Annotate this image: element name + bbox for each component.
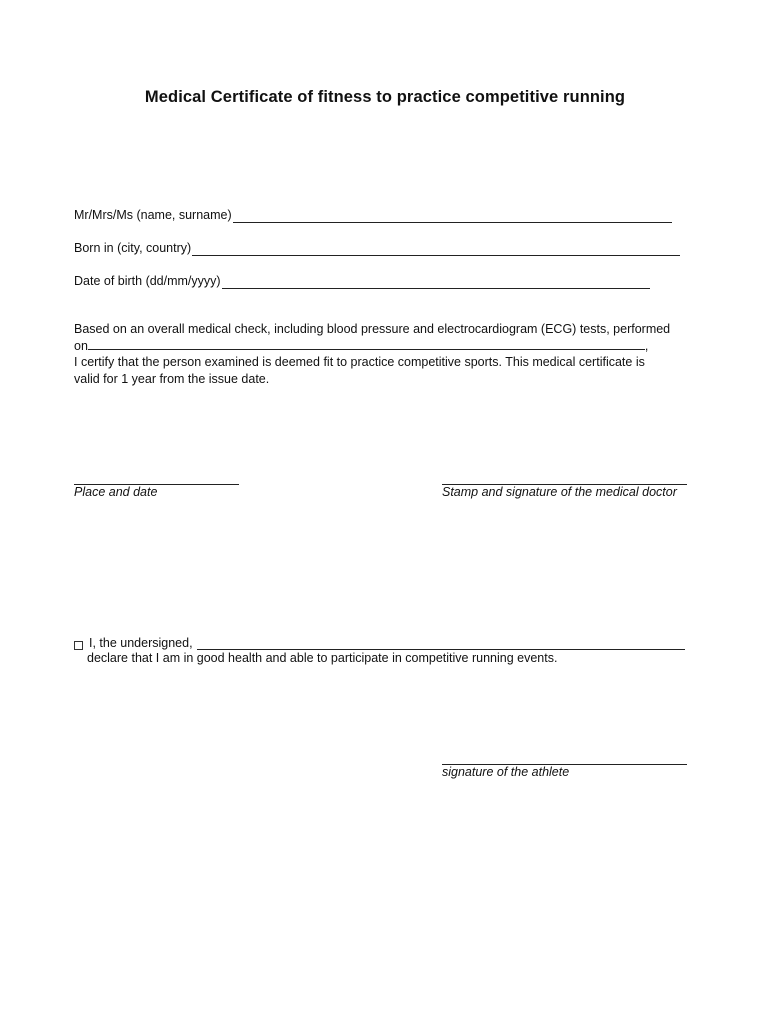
declaration-checkbox[interactable]: [74, 641, 83, 650]
birthdate-blank-line[interactable]: [222, 276, 650, 289]
birthdate-field-label: Date of birth (dd/mm/yyyy): [74, 274, 221, 288]
athlete-signature-caption: signature of the athlete: [442, 765, 570, 779]
name-blank-line[interactable]: [233, 210, 672, 223]
certification-paragraph: [74, 321, 702, 387]
birthplace-field-label: Born in (city, country): [74, 241, 192, 255]
certification-on-text: on: [74, 338, 88, 353]
certification-line-4: valid for 1 year from the issue date.: [74, 371, 270, 386]
doctor-signature-caption: Stamp and signature of the medical doctor: [442, 485, 677, 499]
certification-line-3: I certify that the person examined is deemed fit to practice competitive sports. This medical certificate is: [74, 355, 645, 370]
name-field-label: Mr/Mrs/Ms (name, surname): [74, 208, 232, 222]
name-field: [74, 207, 672, 223]
certification-comma: ,: [644, 338, 649, 353]
birthplace-field: [74, 240, 680, 256]
declaration-name-blank-line[interactable]: [197, 637, 685, 650]
declaration-prefix: I, the undersigned,: [89, 636, 193, 650]
declaration-line-1: [74, 634, 685, 650]
certification-line-2: [74, 338, 702, 355]
certification-line-1: Based on an overall medical check, including blood pressure and electrocardiogram (ECG) tests, performed: [74, 322, 671, 336]
birthplace-blank-line[interactable]: [192, 243, 680, 256]
document-title: Medical Certificate of fitness to practice competitive running: [144, 88, 626, 106]
declaration-line-2: declare that I am in good health and able to participate in competitive running events.: [87, 651, 558, 665]
place-date-caption: Place and date: [74, 485, 158, 499]
exam-date-blank-line[interactable]: [88, 338, 645, 350]
birthdate-field: [74, 273, 650, 289]
